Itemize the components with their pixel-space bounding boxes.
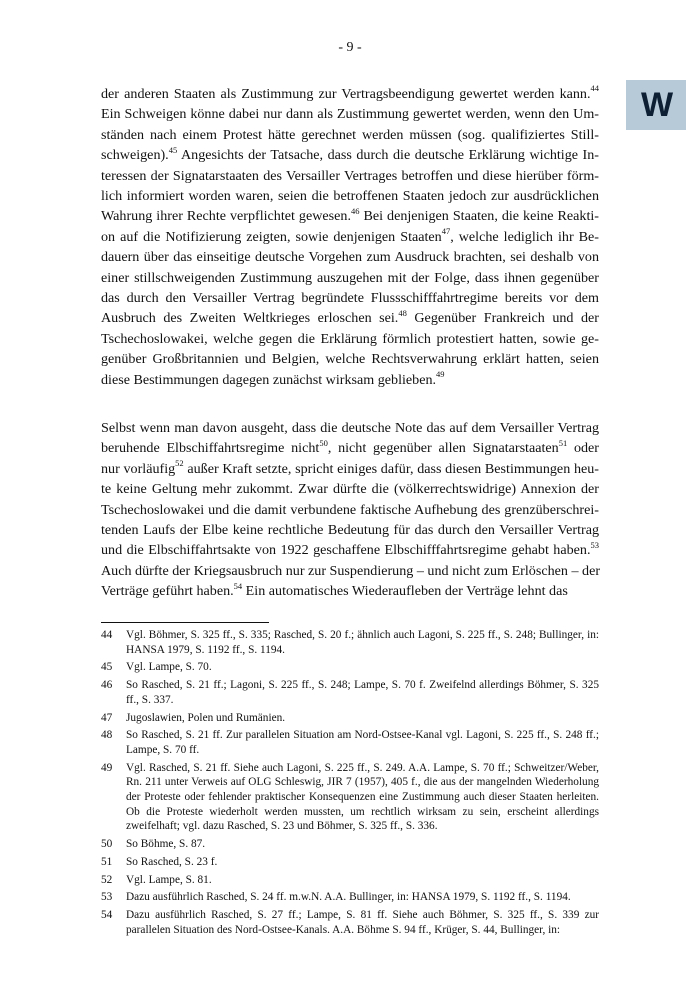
- text-line: [101, 247, 599, 267]
- line-text: genüber Großbritannien und Belgien, welche Rechtsverwahrung erklärt hatten, seien: [101, 351, 599, 368]
- footnote-number: 53: [101, 891, 113, 904]
- text-line: [101, 540, 599, 560]
- footnote-number: 50: [101, 838, 113, 851]
- text-line: [101, 561, 599, 581]
- footnote: [101, 873, 599, 888]
- footnote-text: Vgl. Lampe, S. 70.: [126, 661, 212, 674]
- text-line: [101, 329, 599, 349]
- line-text: Bei denjenigen Staaten, die keine Reakti-: [359, 208, 600, 225]
- footnote-text: So Rasched, S. 23 f.: [126, 855, 218, 868]
- footnote-ref[interactable]: 46: [350, 205, 360, 216]
- footnote-number: 51: [101, 855, 113, 868]
- text-line: [101, 308, 599, 328]
- footnote-ref[interactable]: 54: [233, 580, 243, 591]
- line-text: Wahrung ihrer Rechte verpflichtet gewesen.: [101, 208, 351, 225]
- footnote-ref[interactable]: 50: [319, 437, 328, 448]
- text-line: [101, 581, 599, 601]
- footnote-ref[interactable]: 45: [168, 144, 178, 155]
- line-text: Ausbruch des Zweiten Weltkrieges erloschen sei.: [101, 310, 399, 327]
- text-line: [101, 418, 599, 438]
- footnote: [101, 890, 599, 905]
- footnote-number: 47: [101, 711, 113, 724]
- footnote: [101, 660, 599, 675]
- paragraph-1: [101, 84, 599, 390]
- text-line: [101, 84, 599, 104]
- text-line: [101, 520, 599, 540]
- text-line: [101, 125, 599, 145]
- footnote-number: 49: [101, 761, 113, 774]
- line-text: on auf die Notifizierung zeigten, sowie denjenigen Staaten: [101, 228, 442, 245]
- line-text: und die Elbschiffahrtsakte von 1922 geschaffene Elbschifffahrtsregime gehabt haben.: [101, 542, 591, 559]
- footnote-number: 54: [101, 908, 113, 921]
- line-text: Gegenüber Frankreich und der: [406, 310, 600, 327]
- footnote: [101, 761, 599, 835]
- line-text: Auch dürfte der Kriegsausbruch nur zur Suspendierung – und nicht zum Erlöschen – der: [101, 562, 601, 579]
- line-text: te keine Geltung mehr zukommt. Zwar dürfte die (völkerrechtswidrige) Annexion der: [101, 481, 599, 498]
- footnote-text: Vgl. Rasched, S. 21 ff. Siehe auch Lagoni, S. 225 ff., S. 249. A.A. Lampe, S. 70 ff.; Schweitzer/Weber, Rn. 211 unter Verweis auf OLG Schleswig, JIR 7 (1957), 405 f., die aus der mangelnden Wiederholung der Proteste oder fehlender praktischer Konsequenzen eine Zustimmung auch dieser Staaten herleiten. Ob die Proteste wiederholt werden mussten, um rechtlich wirksam zu sein, erscheint allerdings zweifelhaft; vgl. dazu Rasched, S. 23 und Böhmer, S. 325 ff., S. 336.: [126, 761, 599, 833]
- footnote-text: Jugoslawien, Polen und Rumänien.: [126, 711, 286, 724]
- line-text: beruhende Elbschiffahrtsregime nicht: [101, 440, 320, 457]
- line-text: nur vorläufig: [101, 460, 176, 477]
- line-text: lich informiert worden waren, seien die betroffenen Staaten jedoch zur ausdrücklichen: [101, 188, 599, 205]
- footnote-number: 44: [101, 629, 113, 641]
- line-text: , nicht gegenüber allen Signatarstaaten: [327, 440, 559, 457]
- text-line: [101, 145, 599, 165]
- line-text: außer Kraft setzte, spricht einiges dafür, dass diesen Bestimmungen heu-: [183, 460, 599, 477]
- paragraph-2: [101, 418, 599, 602]
- line-text: Tschechoslowakei, welche gegen die Erklärung förmlich protestiert hatten, sowie ge-: [101, 330, 599, 347]
- line-text: einer stillschweigenden Zustimmung auszugehen mit der Folge, dass ihnen gegenüber: [101, 269, 599, 286]
- footnote-ref[interactable]: 47: [441, 226, 451, 237]
- line-text: Verträge geführt haben.: [101, 583, 234, 600]
- line-text: tenden Laufs der Elbe keine rechtliche Bedeutung für das durch den Versailler Vertrag: [101, 522, 599, 539]
- line-text: ständen nach einem Protest hätte gerechnet werden müssen (sog. qualifiziertes Still-: [101, 126, 599, 143]
- line-text: dauern über das einseitige deutsche Vorgehen zum Ausdruck brachten, sei deshalb von: [101, 249, 599, 266]
- footnote: [101, 855, 599, 870]
- footnote-text: So Rasched, S. 21 ff.; Lagoni, S. 225 ff., S. 248; Lampe, S. 70 f. Zweifelnd allerdings Böhmer, S. 325 ff., S. 337.: [126, 679, 599, 706]
- footnote: [101, 908, 599, 937]
- logo-letter: W: [640, 85, 672, 124]
- text-line: [101, 479, 599, 499]
- footnote-ref[interactable]: 53: [590, 539, 599, 550]
- text-line: [101, 206, 599, 226]
- footnote: [101, 728, 599, 757]
- line-text: Ein automatisches Wiederaufleben der Verträge lehnt das: [242, 583, 568, 600]
- footnote: [101, 711, 599, 726]
- text-line: [101, 370, 599, 390]
- line-text: Tschechoslowakei und die damit verbundene faktische Aufhebung des grenzüberschrei-: [101, 501, 599, 518]
- line-text: das durch den Versailler Vertrag begründete Flussschifffahrtregime bereits vor dem: [101, 290, 599, 307]
- text-line: [101, 349, 599, 369]
- footnote-ref[interactable]: 44: [590, 83, 599, 94]
- text-line: [101, 186, 599, 206]
- text-line: [101, 288, 599, 308]
- line-text: Angesichts der Tatsache, dass durch die deutsche Erklärung wichtige In-: [177, 147, 599, 164]
- text-line: [101, 268, 599, 288]
- text-line: [101, 438, 599, 458]
- text-line: [101, 459, 599, 479]
- footnote: [101, 628, 599, 657]
- footnote-text: Dazu ausführlich Rasched, S. 27 ff.; Lampe, S. 81 ff. Siehe auch Böhmer, S. 325 ff., S. 339 zur parallelen Situation des Nord-Ostsee-Kanals. A.A. Böhme S. 94 ff., Krüger, S. 44, Bullinger, in:: [126, 908, 599, 936]
- line-text: oder: [567, 440, 599, 457]
- footnote-ref[interactable]: 52: [175, 458, 184, 469]
- line-text: diese Bestimmungen dagegen zunächst wirksam geblieben.: [101, 371, 437, 388]
- footnote-ref[interactable]: 51: [558, 437, 568, 448]
- line-text: , welche lediglich ihr Be-: [450, 228, 600, 245]
- footnote-number: 45: [101, 661, 113, 674]
- footnote-number: 52: [101, 873, 113, 886]
- line-text: schweigen).: [101, 147, 169, 164]
- line-text: Ein Schweigen könne dabei nur dann als Zustimmung gewertet werden, wenn den Um-: [101, 106, 599, 123]
- footnotes: [101, 628, 599, 940]
- line-text: Selbst wenn man davon ausgeht, dass die deutsche Note das auf dem Versailler Vertrag: [101, 420, 599, 436]
- footnote-text: So Böhme, S. 87.: [126, 838, 206, 851]
- page-number: - 9 -: [338, 40, 362, 55]
- text-line: [101, 227, 599, 247]
- footnote-number: 48: [101, 729, 113, 742]
- footnote-text: Dazu ausführlich Rasched, S. 24 ff. m.w.N. A.A. Bullinger, in: HANSA 1979, S. 1192 ff., S. 1194.: [126, 891, 571, 904]
- footnote-ref[interactable]: 48: [398, 307, 407, 318]
- line-text: der anderen Staaten als Zustimmung zur Vertragsbeendigung gewertet werden kann.: [101, 86, 591, 102]
- publisher-logo: [626, 80, 686, 130]
- footnote-text: Vgl. Lampe, S. 81.: [126, 873, 212, 886]
- footnote-separator: [101, 622, 269, 623]
- footnote-text: So Rasched, S. 21 ff. Zur parallelen Situation am Nord-Ostsee-Kanal vgl. Lagoni, S. 225 ff., S. 248 ff.; Lampe, S. 70 ff.: [126, 729, 599, 756]
- footnote: [101, 678, 599, 707]
- line-text: teressen der Signatarstaaten des Versailler Vertrages betroffen und diese hierüber förm-: [101, 167, 599, 184]
- footnote-text: Vgl. Böhmer, S. 325 ff., S. 335; Rasched, S. 20 f.; ähnlich auch Lagoni, S. 225 ff., S. 248; Bullinger, in: HANSA 1979, S. 1192 ff., S. 1194.: [126, 629, 599, 656]
- text-line: [101, 104, 599, 124]
- footnote: [101, 837, 599, 852]
- footnote-number: 46: [101, 679, 113, 692]
- text-line: [101, 500, 599, 520]
- footnote-ref[interactable]: 49: [436, 369, 445, 379]
- text-line: [101, 166, 599, 186]
